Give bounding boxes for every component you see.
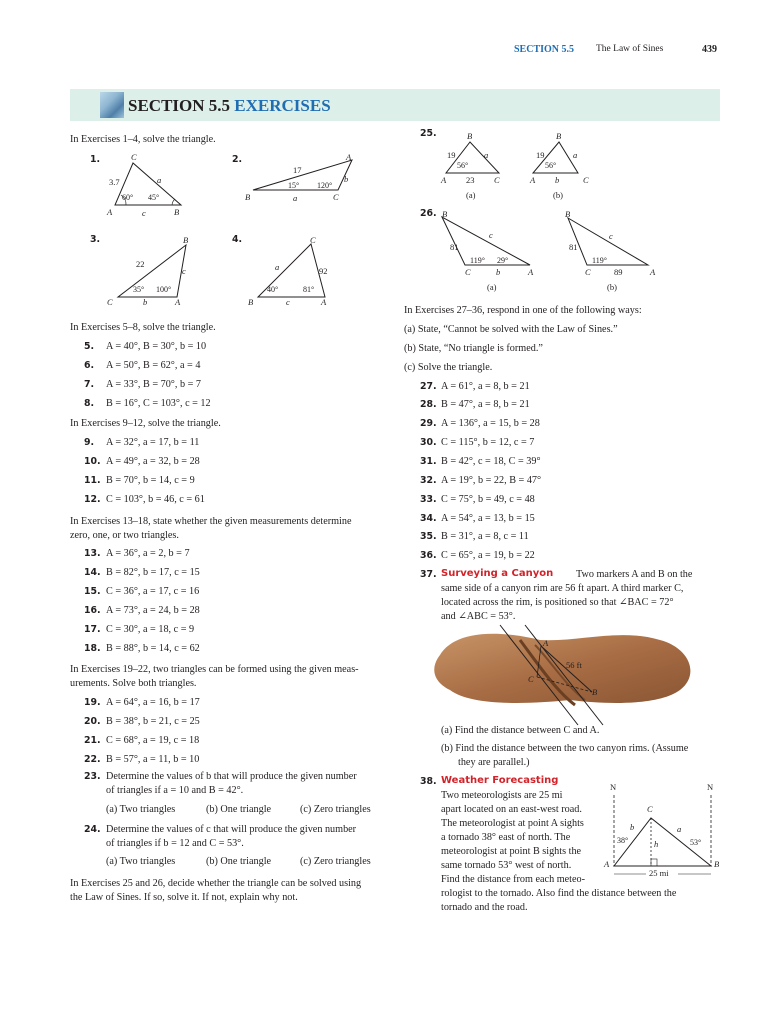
intro-19-22-line2: urements. Solve both triangles. <box>70 678 197 689</box>
canyon-label-B: B <box>592 687 598 697</box>
fig26a-caption: (a) <box>487 282 497 292</box>
fig25a-side-a: a <box>484 150 489 160</box>
ex37-number: 37. <box>420 569 437 580</box>
ex38-line: a tornado 38° east of north. The <box>441 832 571 843</box>
exercise-text: C = 65°, a = 19, b = 22 <box>441 550 535 561</box>
fig1-side-b: 3.7 <box>109 177 120 187</box>
fig2-number: 2. <box>232 154 243 165</box>
option-b: (b) State, “No triangle is formed.” <box>404 343 543 354</box>
fig25b-label-B: B <box>556 131 562 141</box>
intro-13-18-line1: In Exercises 13–18, state whether the given measurements determine <box>70 516 352 527</box>
exercise-text: C = 36°, a = 17, c = 16 <box>106 586 200 597</box>
intro-5-8: In Exercises 5–8, solve the triangle. <box>70 322 216 333</box>
ex23-line2: of triangles if a = 10 and B = 42°. <box>106 785 244 796</box>
exercise-text: B = 31°, a = 8, c = 11 <box>441 531 529 542</box>
exercise-text: A = 40°, B = 30°, b = 10 <box>106 341 207 352</box>
exercise-text: A = 64°, a = 16, b = 17 <box>106 697 200 708</box>
exercise-number: 20. <box>84 716 101 727</box>
exercise-text: A = 54°, a = 13, b = 15 <box>441 513 535 524</box>
exercise-text: C = 115°, b = 12, c = 7 <box>441 437 535 448</box>
exercise-number: 28. <box>420 399 437 410</box>
fig26-number: 26. <box>420 208 437 219</box>
ex37-question-b-line1: (b) Find the distance between the two canyon rims. (Assume <box>441 743 689 754</box>
fig26a-angle-C: 119° <box>470 256 485 265</box>
exercise-number: 27. <box>420 381 437 392</box>
ex38-line: tornado and the road. <box>441 902 528 913</box>
exercise-number: 18. <box>84 643 101 654</box>
fig26b-label-A: A <box>650 267 656 277</box>
running-head-section: SECTION 5.5 <box>514 44 575 55</box>
exercise-number: 16. <box>84 605 101 616</box>
exercise-number: 33. <box>420 494 437 505</box>
fig25a-label-A: A <box>441 175 447 185</box>
ex38-line: same tornado 53° west of north. <box>441 860 572 871</box>
weather-height-h: h <box>654 839 659 849</box>
fig26b-caption: (b) <box>607 282 617 292</box>
exercise-text: B = 70°, b = 14, c = 9 <box>106 475 195 486</box>
fig26b-label-C: C <box>585 267 591 277</box>
ex37-line4: and ∠ABC = 53°. <box>441 611 516 622</box>
exercise-text: A = 61°, a = 8, b = 21 <box>441 381 530 392</box>
fig2-label-A: A <box>346 152 352 162</box>
exercise-text: C = 30°, a = 18, c = 9 <box>106 624 195 635</box>
exercise-number: 12. <box>84 494 101 505</box>
fig3-angle-A: 100° <box>156 285 172 294</box>
exercise-text: B = 47°, a = 8, b = 21 <box>441 399 530 410</box>
fig1-side-c: c <box>142 208 146 218</box>
fig26a-side-b: b <box>496 267 501 277</box>
fig3-side-a: 22 <box>136 259 145 269</box>
exercise-number: 15. <box>84 586 101 597</box>
exercise-number: 29. <box>420 418 437 429</box>
fig26a-side-a: 81 <box>450 242 459 252</box>
exercise-number: 32. <box>420 475 437 486</box>
exercise-number: 30. <box>420 437 437 448</box>
ex23-number: 23. <box>84 771 101 782</box>
exercise-text: B = 16°, C = 103°, c = 12 <box>106 398 211 409</box>
fig1-side-a: a <box>157 175 162 185</box>
exercise-number: 10. <box>84 456 101 467</box>
fig25a-angle: 56° <box>457 161 469 170</box>
exercise-text: C = 103°, b = 46, c = 61 <box>106 494 205 505</box>
fig1-angle-B: 45° <box>148 193 160 202</box>
fig4-side-b: 92 <box>319 266 328 276</box>
exercise-text: A = 32°, a = 17, b = 11 <box>106 437 200 448</box>
fig1-label-A: A <box>107 207 113 217</box>
exercise-number: 36. <box>420 550 437 561</box>
fig25a-side-b: 23 <box>466 175 475 185</box>
fig3-label-A: A <box>175 297 181 307</box>
exercise-text: A = 136°, a = 15, b = 28 <box>441 418 540 429</box>
weather-north-2: N <box>707 782 714 792</box>
ex24-option-a: (a) Two triangles <box>106 856 176 867</box>
intro-25-26-line2: the Law of Sines. If so, solve it. If not, explain why not. <box>70 892 298 903</box>
exercise-number: 8. <box>84 398 95 409</box>
ex23-line1: Determine the values of b that will produce the given number <box>106 771 357 782</box>
fig25b-angle: 56° <box>545 161 557 170</box>
intro-9-12: In Exercises 9–12, solve the triangle. <box>70 418 221 429</box>
exercise-text: A = 33°, B = 70°, b = 7 <box>106 379 202 390</box>
fig3-angle-C: 35° <box>133 285 145 294</box>
fig1-label-B: B <box>174 207 180 217</box>
fig26a-label-A: A <box>528 267 534 277</box>
ex38-title: Weather Forecasting <box>441 775 559 786</box>
fig26b-side-c: c <box>609 231 613 241</box>
fig25b-side-c: 19 <box>536 150 545 160</box>
fig25a-label-C: C <box>494 175 500 185</box>
intro-27-36: In Exercises 27–36, respond in one of the following ways: <box>404 305 642 316</box>
fig25a-side-c: 19 <box>447 150 456 160</box>
exercise-number: 34. <box>420 513 437 524</box>
fig4-side-c: c <box>286 297 290 307</box>
fig25b-label-A: A <box>530 175 536 185</box>
exercise-text: A = 19°, b = 22, B = 47° <box>441 475 542 486</box>
fig25b-label-C: C <box>583 175 589 185</box>
fig3-side-c: c <box>182 266 186 276</box>
fig26b-label-B: B <box>565 209 571 219</box>
intro-25-26-line1: In Exercises 25 and 26, decide whether the triangle can be solved using <box>70 878 362 889</box>
intro-13-18-line2: zero, one, or two triangles. <box>70 530 179 541</box>
fig4-label-A: A <box>321 297 327 307</box>
ex37-question-b-line2: they are parallel.) <box>458 757 530 768</box>
fig3-label-C: C <box>107 297 113 307</box>
intro-19-22-line1: In Exercises 19–22, two triangles can be formed using the given meas- <box>70 664 359 675</box>
ex38-line: Two meteorologists are 25 mi <box>441 790 563 801</box>
fig2-side-c: 17 <box>293 165 302 175</box>
fig25b-side-b: b <box>555 175 560 185</box>
fig25b-side-a: a <box>573 150 578 160</box>
fig25-number: 25. <box>420 128 437 139</box>
option-a: (a) State, “Cannot be solved with the Law of Sines.” <box>404 324 618 335</box>
exercise-number: 31. <box>420 456 437 467</box>
exercise-number: 14. <box>84 567 101 578</box>
page-number: 439 <box>702 44 717 55</box>
ex38-line: Find the distance from each meteo- <box>441 874 585 885</box>
fig4-label-C: C <box>310 235 316 245</box>
exercise-text: B = 38°, b = 21, c = 25 <box>106 716 200 727</box>
fig2-label-C: C <box>333 192 339 202</box>
fig26b-side-b: 89 <box>614 267 623 277</box>
fig2-angle-C: 120° <box>317 181 333 190</box>
exercise-number: 9. <box>84 437 95 448</box>
canyon-label-A: A <box>543 638 549 648</box>
exercise-text: B = 82°, b = 17, c = 15 <box>106 567 200 578</box>
fig26a-label-B: B <box>442 209 448 219</box>
section-heading: SECTION 5.5 EXERCISES <box>128 96 331 115</box>
fig4-angle-B: 40° <box>267 285 279 294</box>
exercise-number: 5. <box>84 341 95 352</box>
ex38-line: meteorologist at point B sights the <box>441 846 582 857</box>
weather-side-b: b <box>630 822 635 832</box>
exercise-number: 6. <box>84 360 95 371</box>
fig26a-label-C: C <box>465 267 471 277</box>
fig2-side-b: b <box>344 174 349 184</box>
ex23-option-b: (b) One triangle <box>206 804 272 815</box>
exercise-text: A = 50°, B = 62°, a = 4 <box>106 360 201 371</box>
fig4-angle-A: 81° <box>303 285 315 294</box>
ex24-option-b: (b) One triangle <box>206 856 272 867</box>
fig2-label-B: B <box>245 192 251 202</box>
ex23-option-a: (a) Two triangles <box>106 804 176 815</box>
fig4-number: 4. <box>232 234 243 245</box>
fig25b-caption: (b) <box>553 190 563 200</box>
weather-side-a: a <box>677 824 682 834</box>
running-head-title: The Law of Sines <box>596 44 664 54</box>
ex37-line2: same side of a canyon rim are 56 ft apart. A third marker C, <box>441 583 684 594</box>
fig2-side-a: a <box>293 193 298 203</box>
exercise-text: A = 49°, a = 32, b = 28 <box>106 456 200 467</box>
fig2-angle-B: 15° <box>288 181 300 190</box>
fig25a-label-B: B <box>467 131 473 141</box>
fig1-angle-A: 60° <box>122 193 134 202</box>
exercise-number: 17. <box>84 624 101 635</box>
fig3-number: 3. <box>90 234 101 245</box>
exercise-text: A = 36°, a = 2, b = 7 <box>106 548 190 559</box>
exercise-number: 19. <box>84 697 101 708</box>
fig3-side-b: b <box>143 297 148 307</box>
weather-label-C: C <box>647 804 653 814</box>
exercise-number: 21. <box>84 735 101 746</box>
canyon-label-C: C <box>528 674 534 684</box>
exercise-text: C = 75°, b = 49, c = 48 <box>441 494 535 505</box>
fig1-number: 1. <box>90 154 101 165</box>
option-c: (c) Solve the triangle. <box>404 362 493 373</box>
intro-1-4: In Exercises 1–4, solve the triangle. <box>70 134 216 145</box>
exercise-number: 11. <box>84 475 101 486</box>
ex37-question-a: (a) Find the distance between C and A. <box>441 725 600 736</box>
fig4-side-a: a <box>275 262 280 272</box>
exercise-number: 7. <box>84 379 95 390</box>
exercise-text: C = 68°, a = 19, c = 18 <box>106 735 200 746</box>
exercise-text: B = 88°, b = 14, c = 62 <box>106 643 200 654</box>
ex38-line: rologist to the tornado. Also find the distance between the <box>441 888 677 899</box>
ex38-number: 38. <box>420 776 437 787</box>
exercise-text: A = 73°, a = 24, b = 28 <box>106 605 200 616</box>
fig26b-angle-C: 119° <box>592 256 607 265</box>
ex23-option-c: (c) Zero triangles <box>300 804 371 815</box>
weather-distance: 25 mi <box>649 868 669 878</box>
ex37-title: Surveying a Canyon <box>441 568 554 579</box>
ex24-number: 24. <box>84 824 101 835</box>
canyon-distance: 56 ft <box>566 660 582 670</box>
ex38-line: The meteorologist at point A sights <box>441 818 584 829</box>
exercise-number: 35. <box>420 531 437 542</box>
ex38-line: apart located on an east-west road. <box>441 804 582 815</box>
weather-label-B: B <box>714 859 720 869</box>
exercise-number: 13. <box>84 548 101 559</box>
ex24-line2: of triangles if b = 12 and C = 53°. <box>106 838 244 849</box>
fig3-label-B: B <box>183 235 189 245</box>
fig25a-caption: (a) <box>466 190 476 200</box>
fig26a-angle-A: 29° <box>497 256 509 265</box>
exercise-text: B = 42°, c = 18, C = 39° <box>441 456 541 467</box>
fig1-label-C: C <box>131 152 137 162</box>
fig26a-side-c: c <box>489 230 493 240</box>
ex24-option-c: (c) Zero triangles <box>300 856 371 867</box>
weather-label-A: A <box>604 859 610 869</box>
exercise-text: B = 57°, a = 11, b = 10 <box>106 754 200 765</box>
fig4-label-B: B <box>248 297 254 307</box>
weather-north-1: N <box>610 782 617 792</box>
weather-angle-B: 53° <box>690 838 702 847</box>
fig26b-side-a: 81 <box>569 242 578 252</box>
weather-angle-A: 38° <box>617 836 629 845</box>
ex24-line1: Determine the values of c that will produce the given number <box>106 824 357 835</box>
ex37-line1: Two markers A and B on the <box>576 569 693 580</box>
ex37-line3: located across the rim, is positioned so that ∠BAC = 72° <box>441 597 674 608</box>
exercise-number: 22. <box>84 754 101 765</box>
